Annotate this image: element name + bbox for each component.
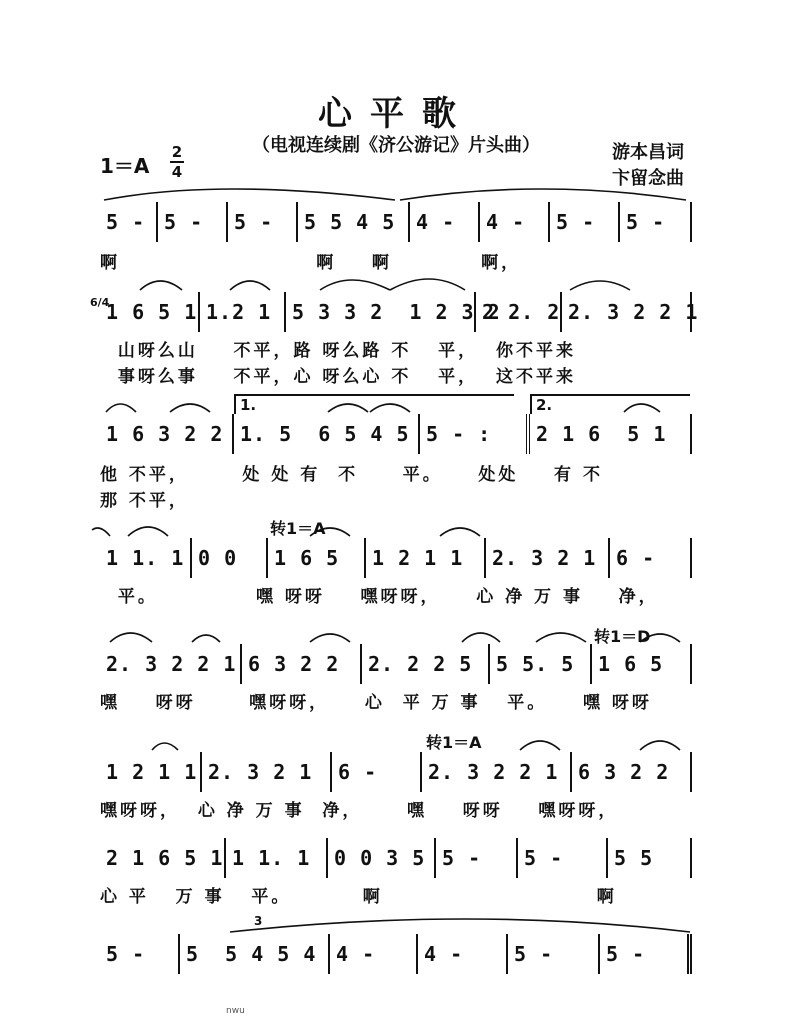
measure: 2. 3 2 2 1 (422, 752, 572, 792)
measure: 5 - (228, 202, 298, 242)
lyric-line-verse-1: 他 不平， 处 处 有 不 平。 处处 有 不 (100, 465, 603, 485)
lyric-line: 心 平 万 事 平。 啊 啊 (100, 887, 617, 907)
measure: 6 - (610, 538, 692, 578)
volta-2: 2. (530, 394, 690, 414)
measure: 4 - (480, 202, 550, 242)
measure: 1 6 3 2 2 (100, 414, 234, 454)
time-signature-bottom: 4 (171, 163, 183, 181)
measure: 5 - (518, 838, 608, 878)
measure: 5 - (508, 934, 600, 974)
slur-marks (100, 270, 692, 292)
song-subtitle: （电视连续剧《济公游记》片头曲） (252, 135, 540, 156)
staff-line (100, 538, 692, 578)
composer-credit: 卞留念曲 (612, 168, 684, 189)
slur-marks (100, 392, 692, 414)
page-mark: nwu (226, 1006, 245, 1016)
measure: 0 0 3 5 (328, 838, 436, 878)
staff-line (100, 934, 692, 974)
volta-1: 1. (234, 394, 514, 414)
lyric-line-verse-2: 事呀么事 不平，心 呀么心 不 平， 这不平来 (100, 367, 576, 387)
measure: 4 - (410, 202, 480, 242)
measure: 2. 3 2 1 (486, 538, 610, 578)
staff-line (100, 292, 699, 332)
measure: 2 1 6 5 1 (530, 414, 692, 454)
measure: 1.2 1 (200, 292, 286, 332)
staff-line (100, 838, 692, 878)
measure: 5 - (550, 202, 620, 242)
measure: 5 - (100, 934, 180, 974)
measure: 5 5 4 5 4 (180, 934, 330, 974)
lyric-line: 嘿 呀呀 嘿呀呀， 心 平 万 事 平。 嘿 呀呀 (100, 693, 652, 713)
song-title: 心平歌 (318, 94, 474, 134)
measure: 1 2 1 1 (100, 752, 202, 792)
modulation-mark: 转1＝A (270, 519, 326, 538)
slur-marks (100, 622, 692, 644)
measure: 5 5 (608, 838, 692, 878)
measure: 5 5 4 5 (298, 202, 410, 242)
measure: 1 6 5 1 (100, 292, 200, 332)
modulation-mark: 转1＝A (426, 733, 482, 752)
measure: 2 2. 2 (476, 292, 562, 332)
lyricist-credit: 游本昌词 (612, 142, 684, 163)
lyric-line-verse-1: 山呀么山 不平，路 呀么路 不 平， 你不平来 (100, 341, 576, 361)
measure: 6 3 2 2 (242, 644, 362, 684)
key-signature: 1＝A (100, 154, 150, 178)
staff-line (100, 644, 692, 684)
measure: 4 - (330, 934, 418, 974)
lyric-line: 嘿呀呀， 心 净 万 事 净， 嘿 呀呀 嘿呀呀， (100, 801, 619, 821)
measure: 6 3 2 2 (572, 752, 692, 792)
measure: 1 1. 1 (100, 538, 192, 578)
measure: 5 - (158, 202, 228, 242)
measure: 5 3 3 2 1 2 3 2 (286, 292, 476, 332)
final-measure: 5 - (600, 934, 692, 974)
staff-line (100, 202, 692, 242)
slur-marks (100, 912, 692, 934)
measure: 5 - (436, 838, 518, 878)
measure: 5 5. 5 (490, 644, 592, 684)
measure: 6 - (332, 752, 422, 792)
measure: 1 6 5 (592, 644, 692, 684)
time-signature-top: 2 (171, 143, 183, 161)
slur-marks (100, 730, 692, 752)
measure: 1 2 1 1 (366, 538, 486, 578)
measure: 2. 2 2 5 (362, 644, 490, 684)
measure: 1 6 5 (268, 538, 366, 578)
staff-line (100, 752, 692, 792)
slur-marks (100, 180, 692, 202)
measure: 4 - (418, 934, 508, 974)
lyric-line: 平。 嘿 呀呀 嘿呀呀， 心 净 万 事 净， (100, 587, 659, 607)
measure: 2. 3 2 1 (202, 752, 332, 792)
measure: 5 - (620, 202, 692, 242)
lyric-line-verse-2: 那 不平， (100, 491, 189, 511)
staff-line (100, 414, 692, 454)
measure: 2. 3 2 2 1 (562, 292, 692, 332)
lyric-line: 啊 啊 啊 啊， (100, 253, 522, 273)
measure: 5 - (100, 202, 158, 242)
measure: 2 1 6 5 1 (100, 838, 226, 878)
measure: 2. 3 2 2 1 (100, 644, 242, 684)
measure: 1 1. 1 (226, 838, 328, 878)
triplet-mark: 3 (254, 914, 263, 928)
measure: 1. 5 6 5 4 5 (234, 414, 420, 454)
measure: 0 0 (192, 538, 268, 578)
meter-change: 6/4 (90, 296, 110, 309)
slur-marks (100, 516, 692, 538)
modulation-mark: 转1＝D (594, 627, 651, 646)
repeat-measure: 5 - : (420, 414, 530, 454)
